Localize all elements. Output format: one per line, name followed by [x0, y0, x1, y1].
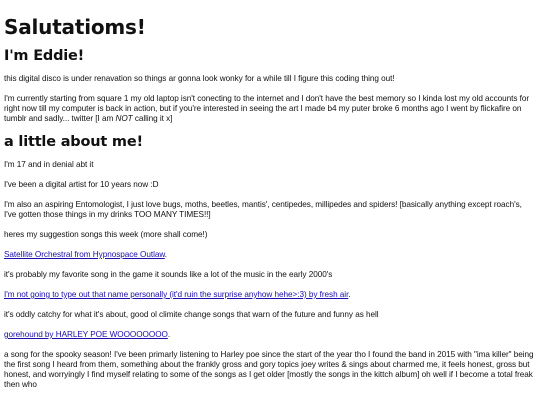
song-2	[4, 290, 535, 300]
age-paragraph: I'm 17 and in denial abt it	[4, 160, 94, 169]
song-1-comment: it's probably my favorite song in the game it sounds like a lot of the music in the early 2000's	[4, 270, 333, 279]
song-1	[4, 250, 535, 260]
laptop-text-after: calling it x]	[132, 114, 173, 123]
emphasis-not: NOT	[115, 114, 133, 123]
intro-heading: I'm Eddie!	[4, 48, 85, 64]
about-heading: a little about me!	[4, 134, 143, 150]
song-2-suffix: .	[348, 290, 351, 299]
songs-intro-paragraph: heres my suggestion songs this week (more shall come!)	[4, 230, 208, 239]
song-link-gorehound[interactable]: gorehound by HARLEY POE WOOOOOOOO	[4, 330, 168, 339]
song-link-satellite-orchestral[interactable]: Satellite Orchestral from Hypnospace Outlaw	[4, 250, 165, 259]
artist-paragraph: I've been a digital artist for 10 years now :D	[4, 180, 159, 189]
song-2-comment: it's oddly catchy for what it's about, good ol climite change songs that warn of the future and funny as hell	[4, 310, 379, 319]
song-1-suffix: .	[164, 250, 167, 259]
page-title: Salutatioms!	[4, 15, 146, 39]
laptop-paragraph	[4, 94, 535, 124]
song-3-suffix: .	[167, 330, 171, 339]
renovation-paragraph: this digital disco is under renavation so things ar gonna look wonky for a while till I figure this coding thing out!	[4, 74, 395, 83]
laptop-text-before: I'm currently starting from square 1 my old laptop isn't conecting to the internet and I don't have the best memory so I kinda lost my old accounts for right now till my computer is back in action, but if you're interested in seeing the art I made b4 my puter broke 6 months ago I went by flickafire on tumblr and sadly... twitter [I am	[4, 94, 530, 123]
song-link-fresh-air[interactable]: I'm not going to type out that name personally (it'd ruin the surprise anyhow hehe>:3) by fresh air	[4, 290, 349, 299]
song-3-comment: a song for the spooky season! I've been primarly listening to Harley poe since the start of the year tho I found the band in 2015 with "ima killer" being the first song I heard from them, something about the frankly gross and gory topics joey writes & sings about charmed me, it feels honest, gross but honest, and worryingly I find myself relating to some of the songs as I get older [mostly the songs in the kittch album] oh well if I become a total freak then who	[4, 350, 534, 389]
song-3	[4, 330, 535, 340]
entomologist-paragraph: I'm also an aspiring Entomologist, I just love bugs, moths, beetles, mantis', centipedes, millipedes and spiders! [basically anything except roach's, I've gotten those things in my drinks TOO MANY TIMES!!]	[4, 200, 522, 219]
